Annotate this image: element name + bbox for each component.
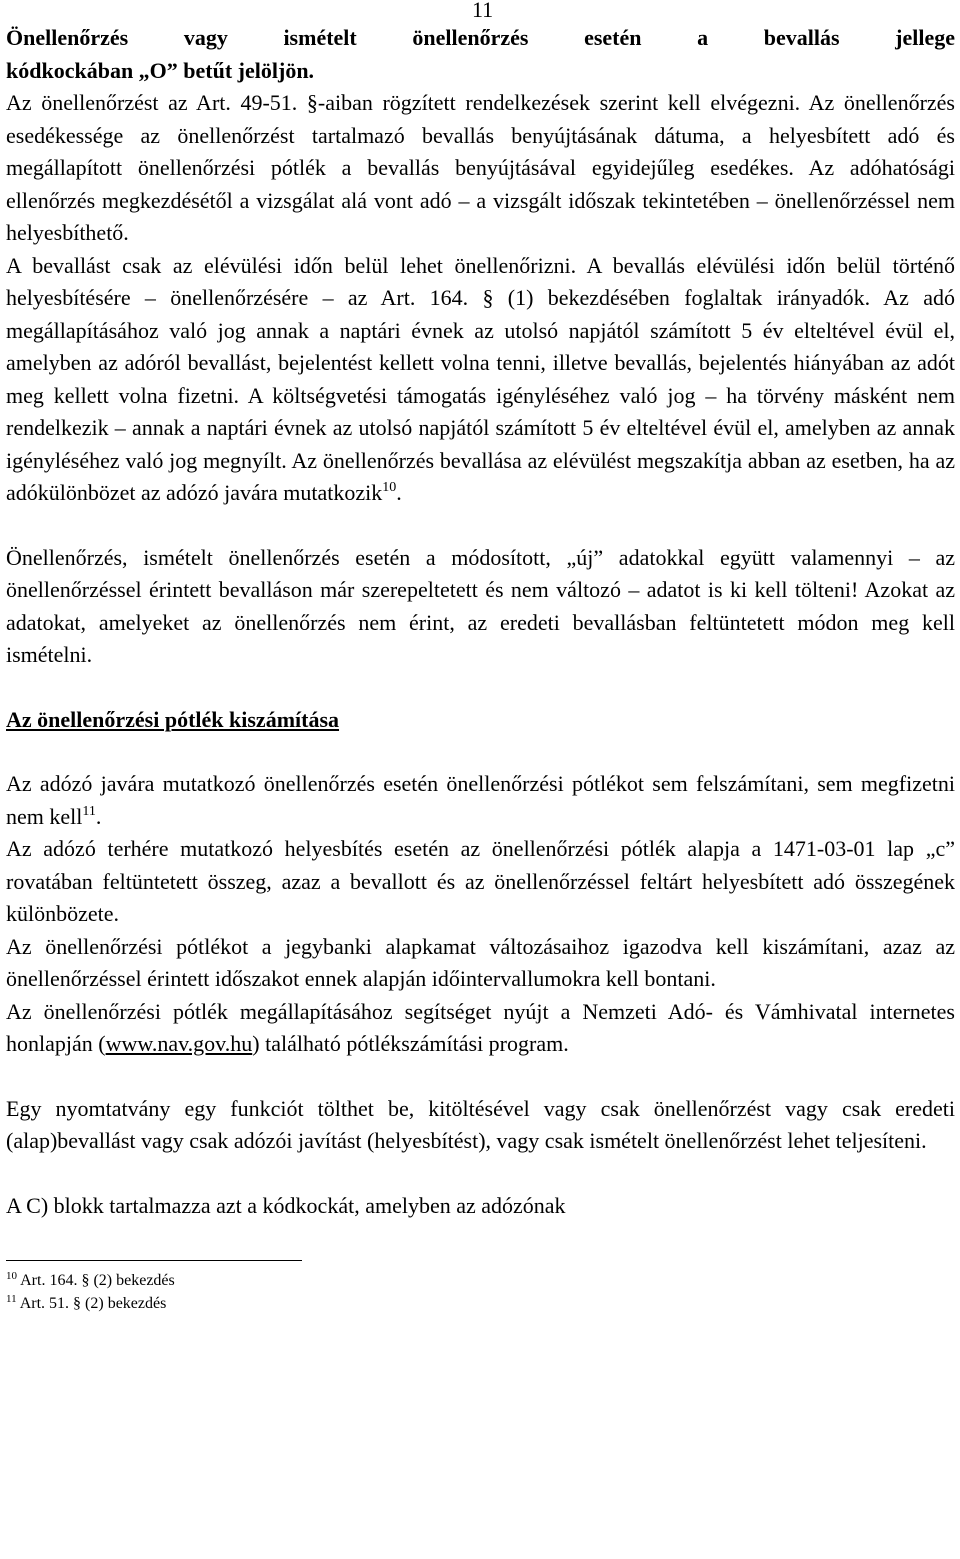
paragraph-self-revision-rules (6, 87, 955, 250)
footnote-11 (6, 1292, 955, 1315)
paragraph-no-surcharge (6, 768, 955, 833)
document-page (6, 0, 955, 1315)
paragraph-surcharge-tool-before: Az önellenőrzési pótlék megállapításához segítséget nyújt a Nemzeti Adó- és Vámhivatal internetes honlapján ( (6, 998, 955, 1056)
paragraph-surcharge-base-text: Az adózó terhére mutatkozó helyesbítés esetén az önellenőrzési pótlék alapja a 1471-03-01 lap „c” rovatában feltüntetett összeg, azaz a bevallott és az önellenőrzéssel feltárt helyesbített adó összegének különbözete. (6, 836, 955, 926)
instruction-text-2: kódkockában „O” betűt jelöljön. (6, 57, 315, 83)
footnote-11-text: Art. 51. § (2) bekezdés (19, 1295, 167, 1312)
paragraph-limitation-period (6, 250, 955, 510)
paragraph-new-data-text: Önellenőrzés, ismételt önellenőrzés esetén a módosított, „új” adatokkal együtt valamennyi – az önellenőrzéssel érintett bevalláson már szerepeltetett és nem változó – adatot is ki kell tölteni! Azokat az adatokat, amelyeket az önellenőrzés nem érint, az eredeti bevallásban feltüntetett módon meg kell ismételni. (6, 544, 955, 667)
paragraph-surcharge-base (6, 833, 955, 931)
paragraph-surcharge-calculation-text: Az önellenőrzési pótlékot a jegybanki alapkamat változásaihoz igazodva kell kiszámítani, azaz az önellenőrzéssel érintett időszakot ennek alapján időintervallumokra kell bontani. (6, 933, 955, 991)
instruction-line (6, 22, 955, 55)
instruction-text-1: Önellenőrzés vagy ismételt önellenőrzés esetén a bevallás jellege (6, 25, 955, 50)
paragraph-single-function-text: Egy nyomtatvány egy funkciót tölthet be, kitöltésével vagy csak önellenőrzést vagy csak eredeti (alap)bevallást vagy csak adózói javítást (helyesbítést), vagy csak ismételt önellenőrzést lehet teljesíteni. (6, 1095, 955, 1153)
page-number: 11 (472, 0, 494, 22)
footnote-10-text: Art. 164. § (2) bekezdés (20, 1272, 175, 1289)
paragraph-no-surcharge-text: Az adózó javára mutatkozó önellenőrzés esetén önellenőrzési pótlékot sem felszámítani, sem megfizetni nem kell (6, 771, 955, 829)
nav-website-link[interactable]: www.nav.gov.hu (105, 1031, 253, 1056)
paragraph-block-c (6, 1190, 955, 1223)
paragraph-new-data (6, 542, 955, 672)
paragraph-limitation-text: A bevallást csak az elévülési időn belül lehet önellenőrizni. A bevallás elévülési időn belül történő helyesbítésére – önellenőrzésére – az Art. 164. § (1) bekezdésében foglaltak irányadók. Az adó megállapításához való jog annak a naptári évnek az utolsó napjától számított 5 év elteltével évül el, amelyben az adóról bevallást, bejelentést kellett volna tenni, illetve bevallás, bejelentés hiányában az adót meg kellett volna fizetni. A költségvetési támogatás igényléséhez való jog – ha törvény másként nem rendelkezik – annak a naptári évnek az utolsó napjától számított 5 év elteltével évül el, amelyben az annak igényléséhez való jog megnyílt. Az önellenőrzés bevallása az elévülést megszakítja abban az esetben, ha az adókülönbözet az adózó javára mutatkozik (6, 252, 955, 505)
footnote-11-number: 11 (6, 1293, 17, 1305)
footnote-ref-11[interactable]: 11 (82, 803, 96, 819)
paragraph-surcharge-calculation (6, 931, 955, 996)
paragraph-block-c-text: A C) blokk tartalmazza azt a kódkockát, amelyben az adózónak (6, 1192, 566, 1218)
paragraph-single-function (6, 1093, 955, 1158)
footnote-ref-10[interactable]: 10 (382, 480, 397, 495)
footnote-10 (6, 1269, 955, 1292)
footnote-divider (6, 1260, 302, 1261)
paragraph-surcharge-tool (6, 996, 955, 1061)
paragraph-self-revision-rules-text: Az önellenőrzést az Art. 49-51. §-aiban rögzített rendelkezések szerint kell elvégezni. Az önellenőrzés esedékessége az önellenőrzést tartalmazó bevallás benyújtásának dátuma, a helyesbített adó és megállapított önellenőrzési pótlék a bevallás benyújtásával egyidejűleg esedékes. Az adóhatósági ellenőrzés megkezdésétől a vizsgálat alá vont adó – a vizsgált időszak tekintetében – önellenőrzéssel nem helyesbíthető. (6, 90, 955, 245)
paragraph-no-surcharge-tail: . (95, 803, 102, 829)
paragraph-limitation-tail: . (396, 480, 402, 505)
section-heading: Az önellenőrzési pótlék kiszámítása (6, 706, 340, 732)
paragraph-surcharge-tool-after: ) található pótlékszámítási program. (252, 1031, 569, 1056)
footnote-10-number: 10 (6, 1270, 17, 1282)
instruction-line-2 (6, 55, 955, 88)
